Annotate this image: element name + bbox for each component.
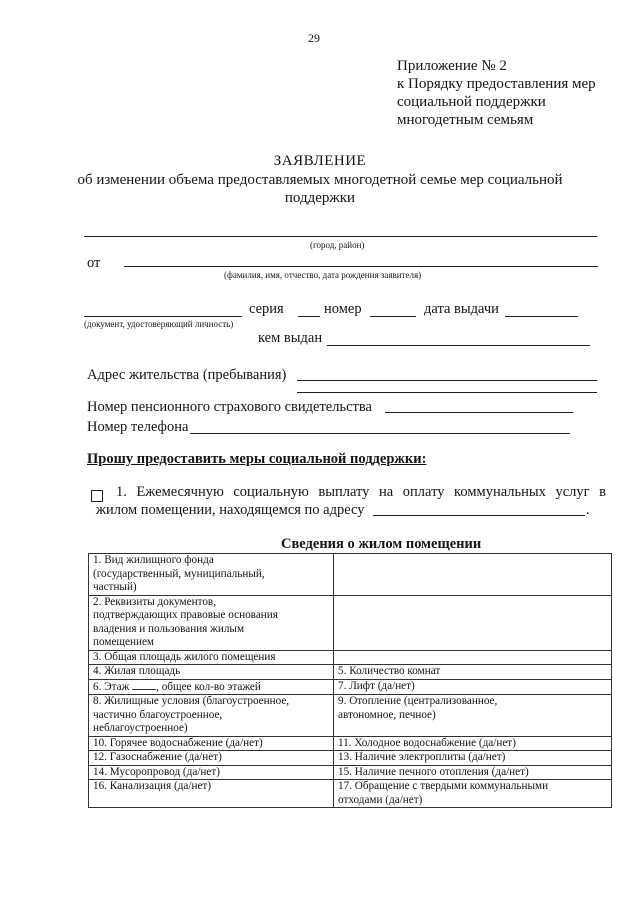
issue-date-label: дата выдачи: [424, 301, 499, 317]
item-1-text-line-2: жилом помещении, находящемся по адресу: [96, 502, 365, 518]
row-10-right[interactable]: 17. Обращение с твердыми коммунальными отходами (да/нет): [334, 780, 612, 808]
row-2-value[interactable]: [334, 595, 612, 650]
item-1-checkbox[interactable]: [91, 490, 103, 502]
phone-label: Номер телефона: [87, 419, 189, 435]
row-1-value[interactable]: [334, 554, 612, 596]
row-1-left[interactable]: 1. Вид жилищного фонда (государственный, муниципальный, частный): [89, 554, 334, 596]
item-1-end: .: [586, 502, 590, 518]
phone-field[interactable]: [190, 433, 570, 434]
item-1-text-line-1: 1. Ежемесячную социальную выплату на оплату коммунальных услуг в: [116, 484, 606, 500]
table-row: [89, 679, 612, 695]
row-3-value[interactable]: [334, 650, 612, 665]
number-label: номер: [324, 301, 362, 317]
row-2-left[interactable]: 2. Реквизиты документов, подтверждающих правовые основания владения и пользования жилым помещением: [89, 595, 334, 650]
table-row: [89, 695, 612, 737]
issued-by-label: кем выдан: [258, 330, 323, 346]
row-8-right[interactable]: 13. Наличие электроплиты (да/нет): [334, 751, 612, 766]
form-title: ЗАЯВЛЕНИЕ: [273, 153, 367, 169]
appendix-line-1: Приложение № 2: [397, 58, 507, 74]
row-6-left[interactable]: 8. Жилищные условия (благоустроенное, частично благоустроенное, неблагоустроенное): [89, 695, 334, 737]
table-row: [89, 665, 612, 680]
address-field-1[interactable]: [297, 380, 597, 381]
table-row: [89, 650, 612, 665]
city-field[interactable]: [84, 236, 597, 237]
form-subtitle-line-2: поддержки: [284, 190, 356, 206]
series-label: серия: [249, 301, 284, 317]
item-1-address-field[interactable]: [373, 515, 585, 516]
pension-field[interactable]: [385, 412, 573, 413]
table-row: [89, 736, 612, 751]
address-label: Адрес жительства (пребывания): [87, 367, 287, 383]
number-field[interactable]: [370, 316, 416, 317]
row-8-left[interactable]: 12. Газоснабжение (да/нет): [89, 751, 334, 766]
pension-label: Номер пенсионного страхового свидетельства: [87, 399, 372, 415]
page-number: 29: [308, 31, 320, 45]
table-row: [89, 751, 612, 766]
applicant-field[interactable]: [124, 266, 598, 267]
row-10-left[interactable]: 16. Канализация (да/нет): [89, 780, 334, 808]
document-hint: (документ, удостоверяющий личность): [84, 319, 234, 329]
table-row: [89, 765, 612, 780]
issued-by-field[interactable]: [327, 345, 590, 346]
request-heading: Прошу предоставить меры социальной поддержки:: [87, 451, 427, 467]
series-field[interactable]: [298, 316, 320, 317]
from-label: от: [87, 255, 101, 271]
row-6-right[interactable]: 9. Отопление (централизованное, автономное, печное): [334, 695, 612, 737]
housing-table: [88, 553, 612, 808]
document-field[interactable]: [84, 316, 242, 317]
floor-field[interactable]: [132, 680, 156, 690]
housing-title: Сведения о жилом помещении: [281, 536, 482, 552]
row-9-right[interactable]: 15. Наличие печного отопления (да/нет): [334, 765, 612, 780]
address-field-2[interactable]: [297, 392, 597, 393]
table-row: [89, 780, 612, 808]
appendix-line-2: к Порядку предоставления мер: [397, 76, 596, 92]
row-4-left[interactable]: 4. Жилая площадь: [89, 665, 334, 680]
row-7-right[interactable]: 11. Холодное водоснабжение (да/нет): [334, 736, 612, 751]
city-hint: (город, район): [310, 240, 365, 250]
row-4-right[interactable]: 5. Количество комнат: [334, 665, 612, 680]
applicant-hint: (фамилия, имя, отчество, дата рождения заявителя): [224, 270, 422, 280]
appendix-line-3: социальной поддержки: [397, 94, 546, 110]
appendix-line-4: многодетным семьям: [397, 112, 534, 128]
row-7-left[interactable]: 10. Горячее водоснабжение (да/нет): [89, 736, 334, 751]
row-5-right[interactable]: 7. Лифт (да/нет): [334, 679, 612, 695]
row-3-left[interactable]: 3. Общая площадь жилого помещения: [89, 650, 334, 665]
row-9-left[interactable]: 14. Мусоропровод (да/нет): [89, 765, 334, 780]
issue-date-field[interactable]: [505, 316, 578, 317]
table-row: [89, 595, 612, 650]
row-5-left[interactable]: 6. Этаж , общее кол-во этажей: [89, 679, 334, 695]
form-subtitle-line-1: об изменении объема предоставляемых многодетной семье мер социальной: [77, 172, 563, 188]
table-row: [89, 554, 612, 596]
